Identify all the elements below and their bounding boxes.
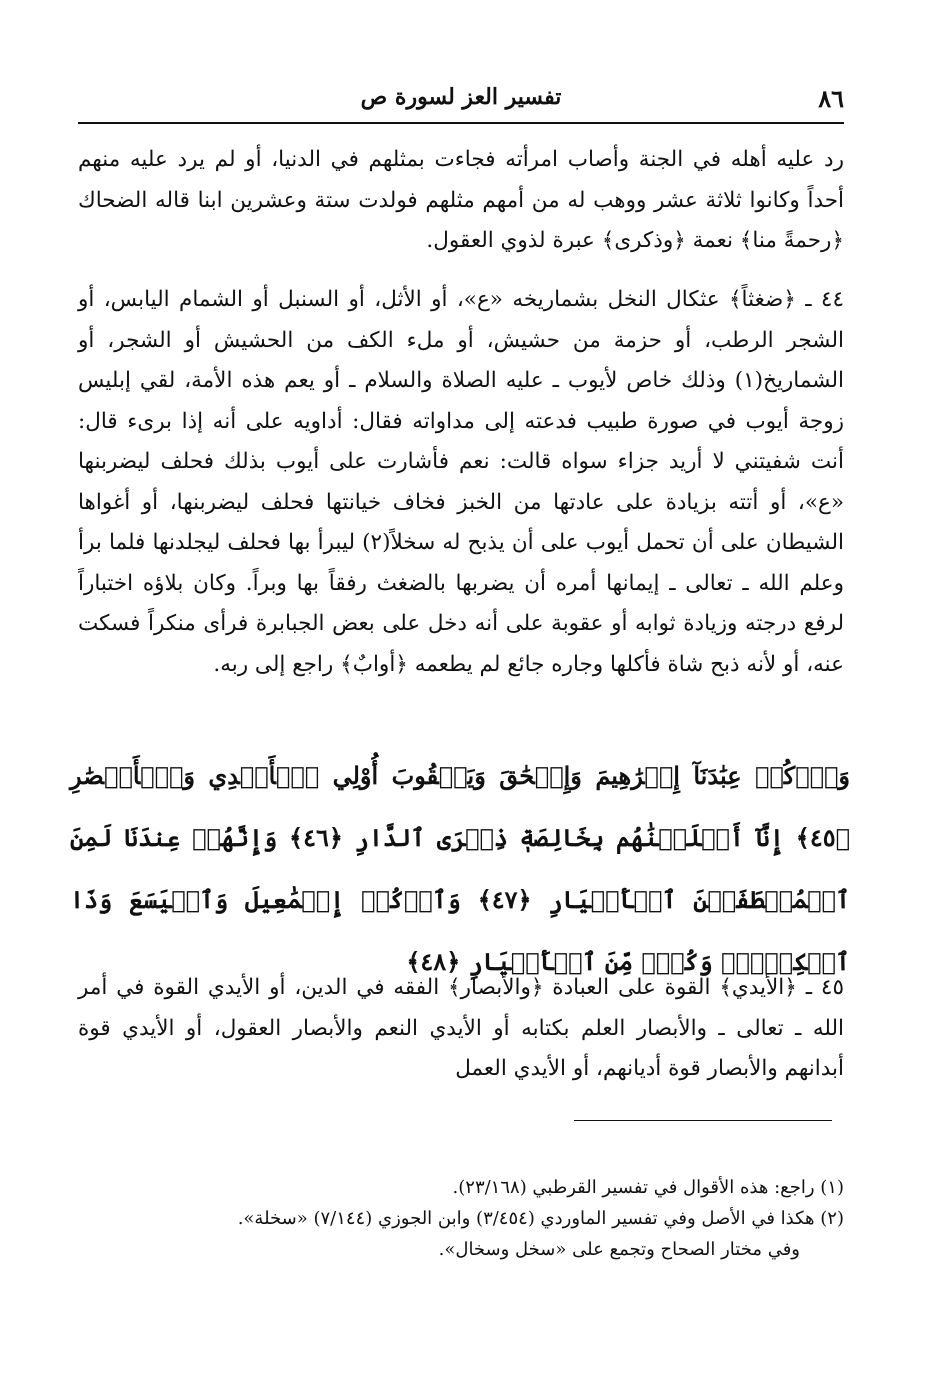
footnote-2: (٢) هكذا في الأصل وفي تفسير الماوردي (٣/٤٥٤) وابن الجوزي (٧/١٤٤) «سخلة». <box>237 1208 844 1229</box>
paragraph-2 <box>78 280 844 685</box>
running-title: تفسير العز لسورة ص <box>360 84 562 110</box>
paragraph-1-text: رد عليه أهله في الجنة وأصاب امرأته فجاءت بمثلهم في الدنيا، أو لم يرد عليه منهم أحداً وكانوا ثلاثة عشر ووهب له من أمهم مثلهم فولدت ستة وعشرين ابنا قاله الضحاك ﴿رحمةً منا﴾ نعمة ﴿وذكرى﴾ عبرة لذوي العقول. <box>78 147 844 253</box>
paragraph-3-text: ٤٥ ـ ﴿الأيدي﴾ القوة على العبادة ﴿والأبصار﴾ الفقه في الدين، أو الأيدي القوة في أمر الله ـ تعالى ـ والأبصار العلم بكتابه أو الأيدي النعم والأبصار العقول، أو الأيدي قوة أبدانهم والأبصار قوة أديانهم، أو الأيدي العمل <box>78 975 844 1081</box>
footnotes <box>78 1172 844 1265</box>
header-divider <box>78 122 844 124</box>
page-number: ٨٦ <box>818 84 844 113</box>
page-header <box>78 82 844 122</box>
quran-verse-block <box>70 745 850 993</box>
paragraph-1 <box>78 140 844 262</box>
paragraph-2-text: ٤٤ ـ ﴿ضغثاً﴾ عثكال النخل بشماريخه «ع»، أو الأثل، أو السنبل أو الشمام اليابس، أو الشجر الرطب، أو حزمة من حشيش، أو ملء الكف من الحشيش أو الشجر، أو الشماريخ(١) وذلك خاص لأيوب ـ عليه الصلاة والسلام ـ أو يعم هذه الأمة، لقي إبليس زوجة أيوب في صورة طبيب فدعته إلى مداواته فقال: أداويه على أنه إذا برىء قال: أنت شفيتني لا أريد جزاء سواه قالت: نعم فأشارت على أيوب بذلك فحلف ليضربنها «ع»، أو أتته بزيادة على عادتها من الخبز فخاف خيانتها فحلف ليضربنها، أو أغواها الشيطان على أن تحمل أيوب على أن يذبح له سخلاً(٢) ليبرأ بها فحلف ليجلدنها فلما برأ وعلم الله ـ تعالى ـ إيمانها أمره أن يضربها بالضغث رفقاً بها وبراً. وكان بلاؤه اختباراً لرفع درجته وزيادة ثوابه أو عقوبة على أنه دخل على بعض الجبابرة فرأى منكراً فسكت عنه، أو لأنه ذبح شاة فأكلها وجاره جائع لم يطعمه ﴿أوابٌ﴾ راجع إلى ربه. <box>78 287 844 677</box>
footnote-divider <box>574 1120 832 1121</box>
quran-verse-text: وَٱذۡكُرۡ عِبَٰدَنَآ إِبۡرَٰهِيمَ وَإِسۡحَٰقَ وَيَعۡقُوبَ أُوْلِي ٱلۡأَيۡدِي وَٱلۡأَبۡصَٰرِ ﴿٤٥﴾ إِنَّآ أَخۡلَصۡنَٰهُم بِخَالِصَةٖ ذِكۡرَى ٱلدَّارِ ﴿٤٦﴾ وَإِنَّهُمۡ عِندَنَا لَمِنَ ٱلۡمُصۡطَفَيۡنَ ٱلۡأَخۡيَارِ ﴿٤٧﴾ وَٱذۡكُرۡ إِسۡمَٰعِيلَ وَٱلۡيَسَعَ وَذَا ٱلۡكِفۡلِۖ وَكُلّٞ مِّنَ ٱلۡأَخۡيَارِ ﴿٤٨﴾ <box>70 761 851 976</box>
paragraph-3 <box>78 968 844 1090</box>
footnote-2-continuation: وفي مختار الصحاح وتجمع على «سخل وسخال». <box>438 1239 800 1260</box>
footnote-1: (١) راجع: هذه الأقوال في تفسير القرطبي (٢٣/١٦٨). <box>452 1177 844 1198</box>
